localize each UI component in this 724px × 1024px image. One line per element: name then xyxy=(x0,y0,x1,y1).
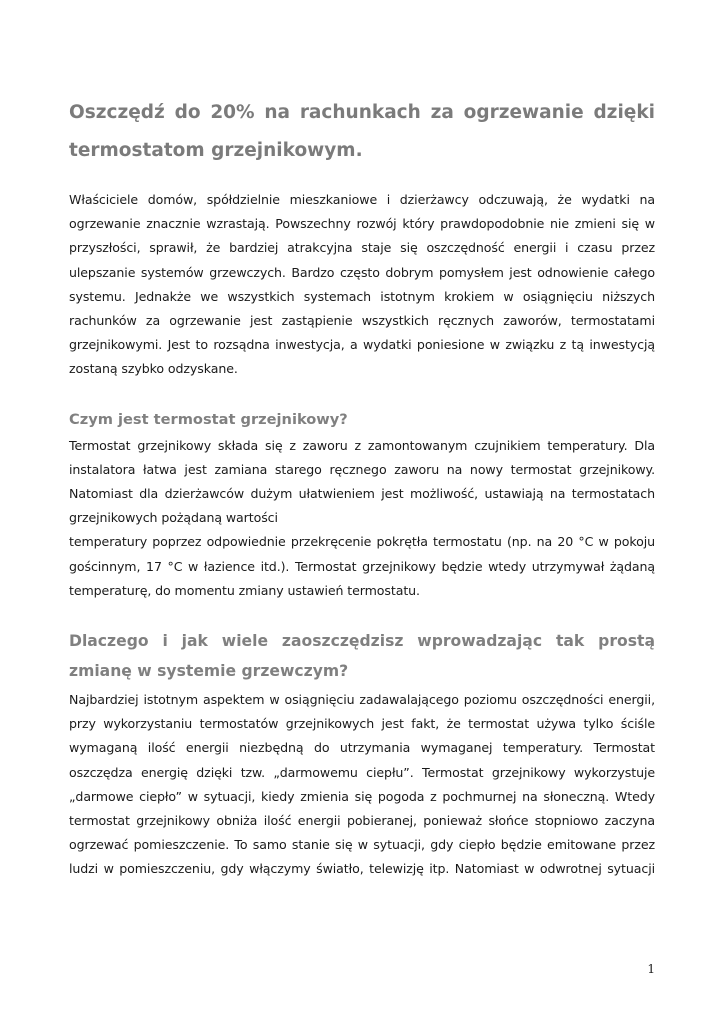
document-title: Oszczędź do 20% na rachunkach za ogrzewanie dzięki termostatom grzejnikowym. xyxy=(69,102,655,161)
section2-paragraph: Najbardziej istotnym aspektem w osiągnięciu zadawalającego poziomu oszczędności energii, przy wykorzystaniu termostatów grzejnikowych jest fakt, że termostat używa tylko ściśle wymaganą ilość energii niezbędną do utrzymania wymaganej temperatury. Termostat oszczędza energię dzięki tzw. „darmowemu ciepłu”. Termostat grzejnikowy wykorzystuje „darmowe ciepło” w sytuacji, kiedy zmienia się pogoda z pochmurnej na słoneczną. Wtedy termostat grzejnikowy obniża ilość energii pobieranej, ponieważ słońce stopniowo zaczyna ogrzewać pomieszczenie. To samo stanie się w sytuacji, gdy ciepło będzie emitowane przez ludzi w pomieszczeniu, gdy włączymy światło, telewizję itp. Natomiast w odwrotnej sytuacji xyxy=(69,692,655,877)
section-heading-why-save: Dlaczego i jak wiele zaoszczędzisz wprowadzając tak prostą zmianę w systemie grzewczym? xyxy=(69,632,655,681)
intro-paragraph: Właściciele domów, spółdzielnie mieszkaniowe i dzierżawcy odczuwają, że wydatki na ogrzewanie znacznie wzrastają. Powszechny rozwój który prawdopodobnie nie zmieni się w przyszłości, sprawił, że bardziej atrakcyjna staje się oszczędność energii i czasu przez ulepszanie systemów grzewczych. Bardzo często dobrym pomysłem jest odnowienie całego systemu. Jednakże we wszystkich systemach istotnym krokiem w osiągnięciu niższych rachunków za ogrzewanie jest zastąpienie wszystkich ręcznych zaworów, termostatami grzejnikowymi. Jest to rozsądna inwestycja, a wydatki poniesione w związku z tą inwestycją zostaną szybko odzyskane. xyxy=(69,192,655,377)
section-heading-what-is-thermostat: Czym jest termostat grzejnikowy? xyxy=(69,410,348,428)
page-number: 1 xyxy=(647,962,655,976)
section1-paragraph-part2: temperatury poprzez odpowiednie przekręcenie pokrętła termostatu (np. na 20 °C w pokoju gościnnym, 17 °C w łazience itd.). Termostat grzejnikowy będzie wtedy utrzymywał żądaną temperaturę, do momentu zmiany ustawień termostatu. xyxy=(69,534,655,598)
section1-paragraph-part1: Termostat grzejnikowy składa się z zaworu z zamontowanym czujnikiem temperatury. Dla instalatora łatwa jest zamiana starego ręcznego zaworu na nowy termostat grzejnikowy. Natomiast dla dzierżawców dużym ułatwieniem jest możliwość, ustawiają na termostatach grzejnikowych pożądaną wartości xyxy=(69,437,655,526)
